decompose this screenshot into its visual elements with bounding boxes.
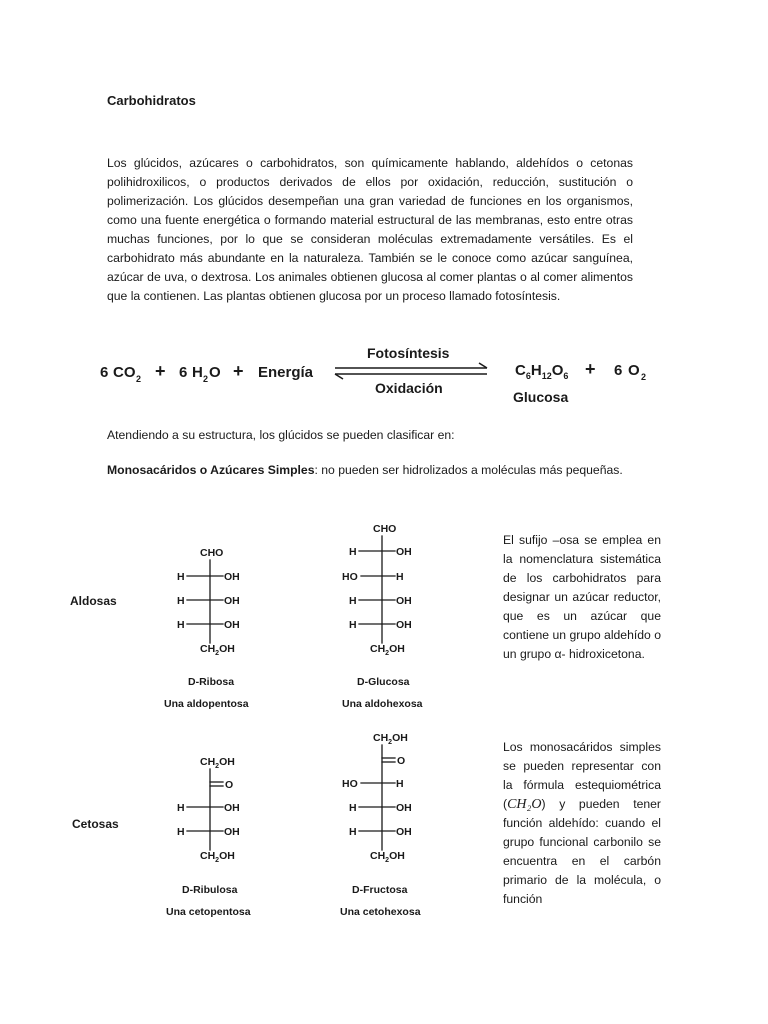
svg-text:CHO: CHO bbox=[373, 523, 397, 535]
energy-label: Energía bbox=[258, 364, 314, 381]
svg-text:CHO: CHO bbox=[200, 547, 224, 559]
forward-label: Fotosíntesis bbox=[367, 345, 450, 361]
h2o-subscript: 2 bbox=[203, 374, 209, 384]
co2-subscript: 2 bbox=[136, 374, 142, 384]
o2-formula: O bbox=[628, 362, 640, 379]
stoichiometric-formula: CH₂O bbox=[507, 797, 542, 812]
svg-text:CH2OH: $CH_2OH$ bbox=[370, 850, 405, 864]
svg-text:H: H bbox=[349, 826, 357, 838]
fructose-name: D-Fructosa bbox=[352, 884, 408, 896]
intro-paragraph: Los glúcidos, azúcares o carbohidratos, son químicamente hablando, aldehídos o cetonas polihidroxilicos, o productos derivados de ellos por oxidación, reducción, sustitución o polimerización. Los glúcidos desempeñan una gran variedad de funciones en los organismos, como una fuente energética o formando material estructural de las membranas, esto entre otras muchas funciones, por lo que se consideran moléculas extremadamente versátiles. Es el carbohidrato más abundante en la naturaleza. También se le conoce como azúcar sanguínea, azúcar de uva, o dextrosa. Los animales obtienen glucosa al comer plantas o al comer alimentos que la contienen. Las plantas obtienen glucosa por un proceso llamado fotosíntesis. bbox=[107, 156, 633, 303]
ribulose-structure bbox=[166, 756, 251, 918]
svg-text:OH: OH bbox=[224, 571, 240, 583]
svg-text:OH: OH bbox=[224, 619, 240, 631]
h2o-coef: 6 bbox=[179, 364, 188, 381]
svg-text:O: O bbox=[225, 779, 234, 791]
svg-text:OH: OH bbox=[396, 595, 412, 607]
svg-text:CH2OH: $CH_2OH$ bbox=[373, 732, 408, 746]
svg-text:H: H bbox=[349, 619, 357, 631]
svg-text:OH: OH bbox=[396, 619, 412, 631]
svg-text:H: H bbox=[177, 619, 185, 631]
co2-formula: CO bbox=[113, 364, 136, 381]
svg-text:H: H bbox=[396, 571, 404, 583]
formula-note-after: ) y pueden tener función aldehído: cuando el grupo funcional carbonilo se encuentra en el carbón primario de la molécula, o función bbox=[503, 797, 661, 906]
svg-text:O: O bbox=[397, 755, 406, 767]
svg-text:CH2OH: $CH_2OH$ bbox=[200, 850, 235, 864]
svg-text:H: H bbox=[349, 546, 357, 558]
h2o-o: O bbox=[209, 364, 221, 381]
plus-2: + bbox=[233, 361, 244, 381]
plus-3: + bbox=[585, 359, 596, 379]
o2-coef: 6 bbox=[614, 362, 623, 379]
svg-text:CH2OH: $CH_2OH$ bbox=[370, 643, 405, 657]
h2o-formula: H bbox=[192, 364, 203, 381]
svg-text:CH2OH: $CH_2OH$ bbox=[200, 756, 235, 770]
svg-text:H: H bbox=[349, 802, 357, 814]
fischer-projections-figure bbox=[60, 515, 460, 935]
page-title: Carbohidratos bbox=[107, 93, 196, 108]
svg-text:OH: OH bbox=[224, 826, 240, 838]
svg-text:OH: OH bbox=[396, 802, 412, 814]
svg-text:H: H bbox=[177, 595, 185, 607]
ribulose-desc: Una cetopentosa bbox=[166, 906, 251, 918]
glucose-desc: Una aldohexosa bbox=[342, 698, 423, 710]
svg-text:H: H bbox=[396, 778, 404, 790]
ribose-structure bbox=[164, 547, 249, 710]
svg-text:OH: OH bbox=[396, 546, 412, 558]
svg-text:H: H bbox=[177, 571, 185, 583]
cetosas-label: Cetosas bbox=[72, 817, 119, 831]
svg-text:OH: OH bbox=[224, 595, 240, 607]
fructose-structure bbox=[340, 732, 421, 918]
aldosas-label: Aldosas bbox=[70, 594, 117, 608]
reverse-label: Oxidación bbox=[375, 380, 443, 396]
svg-text:HO: HO bbox=[342, 571, 358, 583]
glucose-structure bbox=[342, 523, 423, 710]
formula-note bbox=[503, 738, 661, 909]
glucose-formula: $C_6H_{12}O_6$ bbox=[515, 362, 569, 381]
co2-coef: 6 bbox=[100, 364, 109, 381]
fructose-desc: Una cetohexosa bbox=[340, 906, 421, 918]
glucose-label: Glucosa bbox=[513, 389, 569, 405]
formula-note-before: Los monosacáridos simples se pueden representar con la fórmula estequiométrica ( bbox=[503, 740, 661, 811]
svg-text:HO: HO bbox=[342, 778, 358, 790]
o2-subscript: 2 bbox=[641, 372, 647, 382]
svg-text:H: H bbox=[177, 802, 185, 814]
svg-text:OH: OH bbox=[224, 802, 240, 814]
classification-text: Atendiendo a su estructura, los glúcidos se pueden clasificar en: bbox=[107, 428, 455, 442]
suffix-note: El sufijo –osa se emplea en la nomenclatura sistemática de los carbohidratos para designar un azúcar reductor, que es un azúcar que contiene un grupo aldehído o un grupo α- hidroxicetona. bbox=[503, 533, 661, 661]
glucose-name: D-Glucosa bbox=[357, 676, 410, 688]
ribose-desc: Una aldopentosa bbox=[164, 698, 249, 710]
svg-text:CH2OH: $CH_2OH$ bbox=[200, 643, 235, 657]
svg-text:OH: OH bbox=[396, 826, 412, 838]
monosaccharides-definition: : no pueden ser hidrolizados a moléculas más pequeñas. bbox=[314, 463, 623, 477]
ribose-name: D-Ribosa bbox=[188, 676, 235, 688]
svg-text:H: H bbox=[349, 595, 357, 607]
photosynthesis-equation bbox=[95, 340, 695, 415]
ribulose-name: D-Ribulosa bbox=[182, 884, 238, 896]
monosaccharides-term: Monosacáridos o Azúcares Simples bbox=[107, 463, 315, 477]
plus-1: + bbox=[155, 361, 166, 381]
svg-text:H: H bbox=[177, 826, 185, 838]
monosaccharides-paragraph bbox=[107, 461, 637, 480]
